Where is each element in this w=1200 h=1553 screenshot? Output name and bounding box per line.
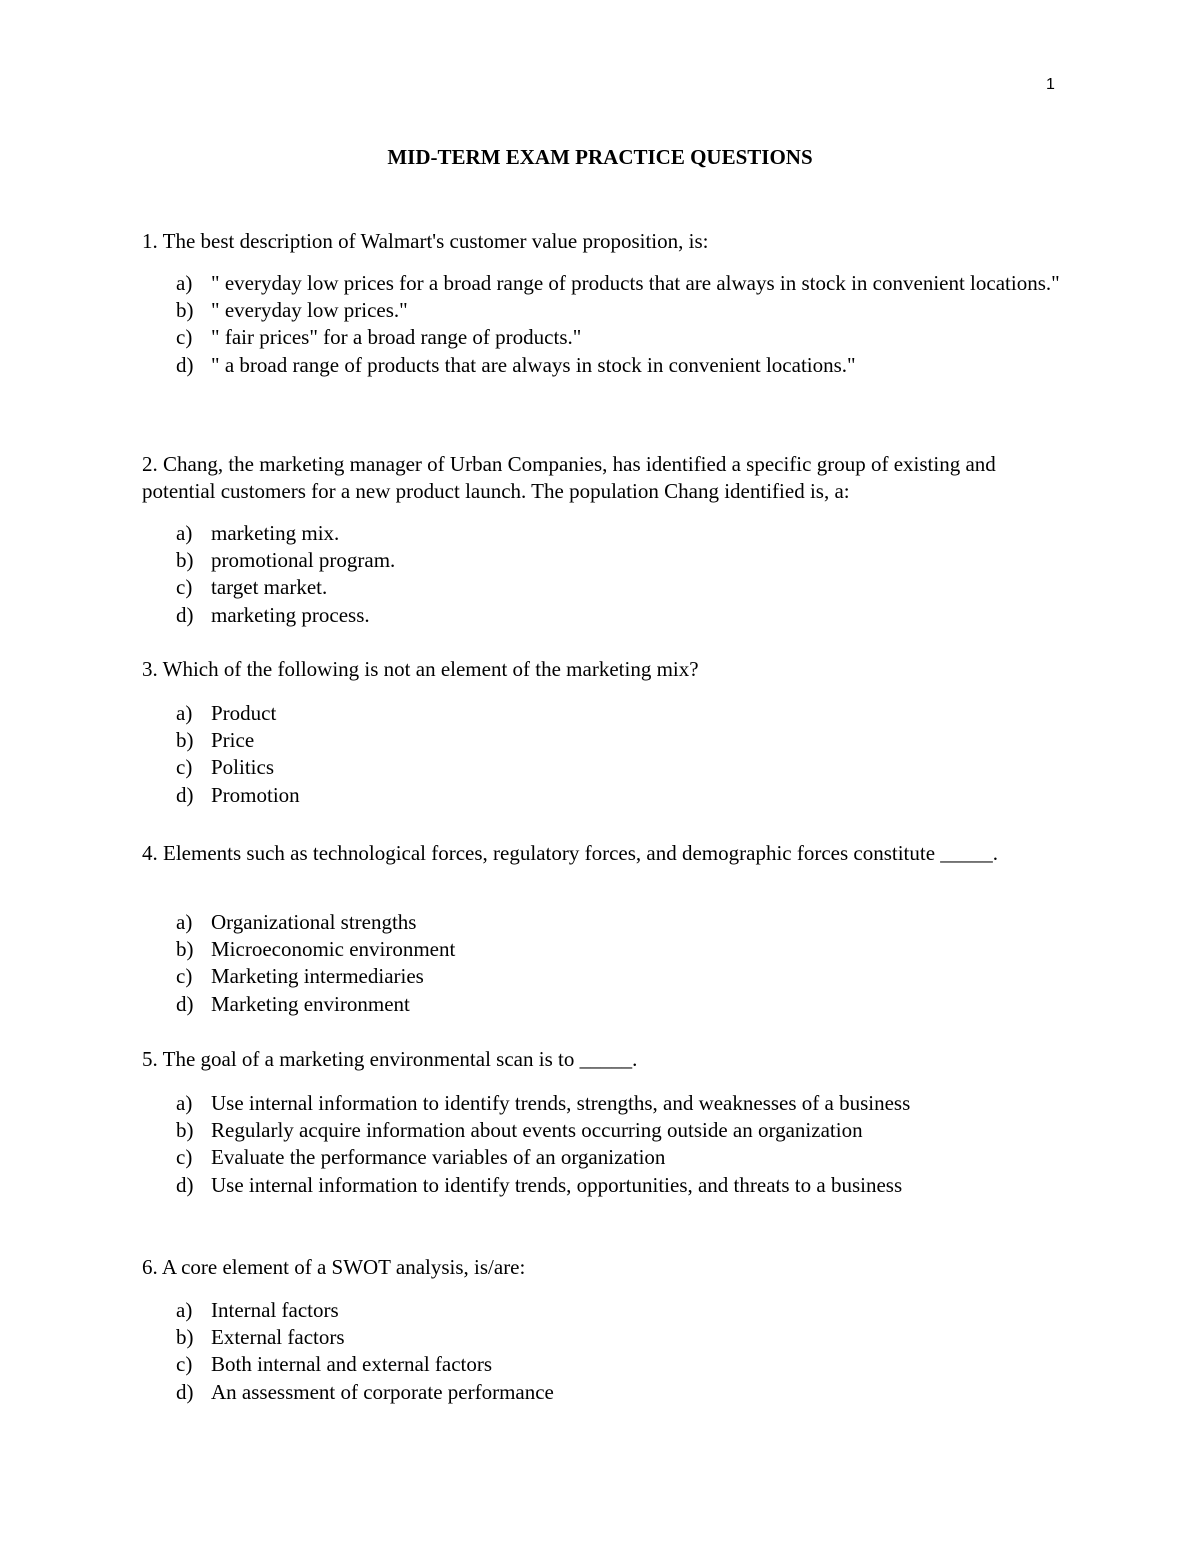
option-item bbox=[176, 547, 1072, 574]
question-3-text: 3. Which of the following is not an element of the marketing mix? bbox=[142, 657, 699, 681]
option-item bbox=[176, 1090, 1072, 1117]
option-text: Marketing intermediaries bbox=[211, 964, 424, 989]
option-item bbox=[176, 602, 1072, 629]
option-letter: c) bbox=[176, 325, 193, 350]
page-title: MID-TERM EXAM PRACTICE QUESTIONS bbox=[387, 145, 813, 169]
option-item bbox=[176, 1379, 1072, 1406]
question-4-text: 4. Elements such as technological forces, regulatory forces, and demographic forces constitute _____. bbox=[142, 841, 999, 865]
option-item bbox=[176, 963, 1072, 990]
option-letter: d) bbox=[176, 782, 194, 807]
question-5-options bbox=[176, 1090, 1072, 1199]
option-item bbox=[176, 1117, 1072, 1144]
option-item bbox=[176, 352, 1072, 379]
option-text: target market. bbox=[211, 575, 328, 600]
option-letter: b) bbox=[176, 548, 194, 573]
option-letter: a) bbox=[176, 521, 193, 545]
option-letter: b) bbox=[176, 1325, 194, 1350]
option-text: Use internal information to identify trends, strengths, and weaknesses of a business bbox=[211, 1091, 911, 1115]
option-text: Use internal information to identify trends, opportunities, and threats to a business bbox=[211, 1172, 903, 1197]
option-text: " a broad range of products that are always in stock in convenient locations." bbox=[211, 352, 856, 377]
option-item bbox=[176, 1172, 1072, 1199]
option-letter: b) bbox=[176, 728, 194, 753]
option-text: Microeconomic environment bbox=[211, 937, 456, 962]
option-text: marketing mix. bbox=[211, 521, 340, 545]
option-text: " everyday low prices for a broad range of products that are always in stock in convenient locations." bbox=[211, 271, 1060, 295]
option-letter: c) bbox=[176, 1352, 193, 1377]
option-letter: d) bbox=[176, 991, 194, 1016]
option-text: Regularly acquire information about events occurring outside an organization bbox=[211, 1118, 863, 1143]
option-letter: c) bbox=[176, 755, 193, 780]
option-text: Marketing environment bbox=[211, 991, 410, 1016]
option-text: Price bbox=[211, 728, 255, 753]
question-6-options bbox=[176, 1297, 1072, 1406]
option-text: Politics bbox=[211, 755, 275, 780]
option-text: Product bbox=[211, 701, 277, 725]
option-letter: c) bbox=[176, 1145, 193, 1170]
option-item bbox=[176, 727, 1072, 754]
question-2-text: 2. Chang, the marketing manager of Urban Companies, has identified a specific group of existing and potential customers for a new product launch. The population Chang identified is, a: bbox=[142, 452, 996, 503]
option-letter: a) bbox=[176, 1091, 193, 1115]
question-4-options bbox=[176, 909, 1072, 1018]
option-item bbox=[176, 270, 1072, 297]
option-text: Organizational strengths bbox=[211, 910, 417, 934]
question-1-text: 1. The best description of Walmart's customer value proposition, is: bbox=[142, 229, 709, 253]
option-text: Evaluate the performance variables of an organization bbox=[211, 1145, 666, 1170]
option-item bbox=[176, 324, 1072, 351]
option-item bbox=[176, 574, 1072, 601]
option-item bbox=[176, 754, 1072, 781]
option-item bbox=[176, 1324, 1072, 1351]
option-item bbox=[176, 1297, 1072, 1324]
option-text: An assessment of corporate performance bbox=[211, 1379, 554, 1404]
option-item bbox=[176, 909, 1072, 936]
option-letter: b) bbox=[176, 937, 194, 962]
option-text: promotional program. bbox=[211, 548, 396, 573]
option-item bbox=[176, 1351, 1072, 1378]
option-text: Both internal and external factors bbox=[211, 1352, 493, 1377]
question-5-text: 5. The goal of a marketing environmental scan is to _____. bbox=[142, 1047, 638, 1071]
option-text: " everyday low prices." bbox=[211, 298, 408, 323]
question-2-options bbox=[176, 520, 1072, 629]
question-3-options bbox=[176, 700, 1072, 809]
option-item bbox=[176, 297, 1072, 324]
option-letter: a) bbox=[176, 910, 193, 934]
option-letter: c) bbox=[176, 575, 193, 600]
option-letter: b) bbox=[176, 298, 194, 323]
option-letter: d) bbox=[176, 602, 194, 627]
option-letter: a) bbox=[176, 271, 193, 295]
option-text: marketing process. bbox=[211, 602, 370, 627]
option-letter: d) bbox=[176, 1172, 194, 1197]
option-text: External factors bbox=[211, 1325, 345, 1350]
option-letter: b) bbox=[176, 1118, 194, 1143]
option-item bbox=[176, 520, 1072, 547]
question-6-text: 6. A core element of a SWOT analysis, is/are: bbox=[142, 1255, 526, 1279]
option-letter: a) bbox=[176, 1298, 193, 1322]
option-item bbox=[176, 700, 1072, 727]
page-number: 1 bbox=[1046, 76, 1055, 93]
option-letter: d) bbox=[176, 352, 194, 377]
option-letter: d) bbox=[176, 1379, 194, 1404]
option-letter: a) bbox=[176, 701, 193, 725]
question-1-options bbox=[176, 270, 1072, 379]
option-item bbox=[176, 1144, 1072, 1171]
option-text: Promotion bbox=[211, 782, 300, 807]
option-item bbox=[176, 991, 1072, 1018]
option-letter: c) bbox=[176, 964, 193, 989]
option-text: " fair prices" for a broad range of products." bbox=[211, 325, 582, 350]
option-text: Internal factors bbox=[211, 1298, 339, 1322]
option-item bbox=[176, 782, 1072, 809]
option-item bbox=[176, 936, 1072, 963]
